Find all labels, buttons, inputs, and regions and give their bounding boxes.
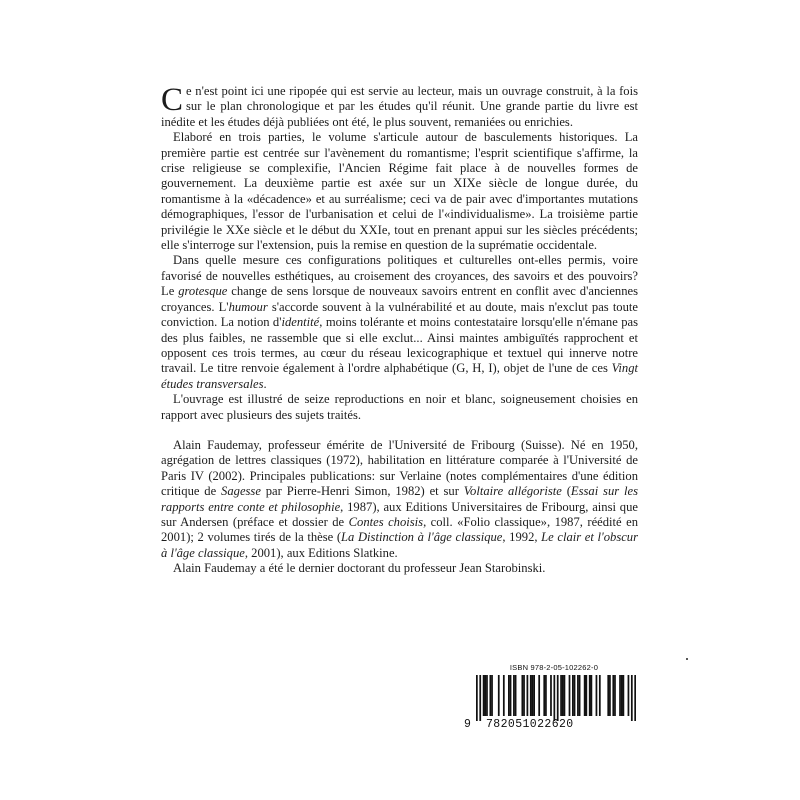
section-gap xyxy=(161,423,638,438)
barcode-bar xyxy=(484,675,486,716)
barcode-bar xyxy=(577,675,579,716)
book-subtitle: Vingt études transversales xyxy=(161,361,638,391)
barcode-bar xyxy=(545,675,547,716)
barcode-bar xyxy=(515,675,517,716)
barcode-bar xyxy=(543,675,545,716)
themes-text-b: change de sens lorsque de nouveaux savoirs entrent en conflit avec d'anciennes croyances. L' xyxy=(161,284,638,314)
barcode-bar xyxy=(623,675,625,716)
barcode-bar xyxy=(503,675,505,716)
work-sagesse: Sagesse xyxy=(221,484,261,499)
barcode-bar xyxy=(479,675,481,721)
print-mark xyxy=(686,658,688,660)
themes-text-c: s'accorde souvent à la vulnérabilité et au doute, mais n'exclut pas toute conviction. La notion d' xyxy=(161,299,638,330)
barcode-bar xyxy=(589,675,591,716)
barcode-bar xyxy=(562,675,564,716)
barcode-bar xyxy=(510,675,512,716)
barcode-bars xyxy=(476,675,636,721)
term-grotesque: grotesque xyxy=(178,284,228,299)
barcode-bar xyxy=(550,675,552,716)
ean-digits: 782051022620 xyxy=(486,718,574,731)
barcode-bar xyxy=(560,675,562,716)
barcode-bar xyxy=(572,675,574,716)
barcode-bar xyxy=(533,675,535,716)
barcode-bar xyxy=(569,675,571,716)
barcode-bar xyxy=(532,675,534,716)
barcode-bar xyxy=(609,675,611,716)
barcode-bar xyxy=(584,675,586,716)
bio-text-e: , coll. «Folio classique», 1987, réédité en 2001); 2 volumes tirés de la thèse ( xyxy=(161,514,638,545)
barcode-bar xyxy=(619,675,621,716)
bio-text-c: ( xyxy=(561,484,571,499)
barcode-bar xyxy=(508,675,510,716)
barcode-bar xyxy=(521,675,523,716)
barcode-bar xyxy=(628,675,630,716)
author-doctorate: Alain Faudemay a été le dernier doctorant du professeur Jean Starobinski. xyxy=(173,561,546,576)
themes-text-a: Dans quelle mesure ces configurations politiques et culturelles ont-elles permis, voire favorisé de nouvelles esthétiques, au croisement des croyances, des savoirs et des pouvoirs? Le xyxy=(161,253,638,299)
bio-text-g: , 2001), aux Editions Slatkine. xyxy=(244,545,398,560)
barcode-bar xyxy=(483,675,485,716)
barcode-bar xyxy=(498,675,500,716)
barcode-bar xyxy=(491,675,493,716)
term-identite: identité xyxy=(281,315,320,330)
themes-text-d: , moins tolérante et moins contestataire lorsqu'elle n'émane pas des plus faibles, ne rassemble que si elle exclut... Ainsi maintes ambiguïtés rapprochent et opposent ces trois termes, au cœur du réseau lexicographique et textuel qui innerve notre travail. Le titre renvoie également à l'ordre alphabétique (G, H, I), objet de l'une de ces xyxy=(161,315,638,376)
barcode-bar xyxy=(599,675,601,716)
paragraph-themes xyxy=(161,253,638,392)
intro-text: e n'est point ici une ripopée qui est servie au lecteur, mais un ouvrage construit, à la fois sur le plan chronologique et par les études qu'il réunit. Une grande partie du livre est inédite et les études déjà publiées ont été, le plus souvent, remaniées ou enrichies. xyxy=(161,84,638,129)
work-contes: Contes choisis xyxy=(348,514,424,529)
drop-cap: C xyxy=(161,82,184,118)
barcode-bar xyxy=(553,675,555,721)
barcode-bar xyxy=(513,675,515,716)
work-essai: Essai sur les rapports entre conte et philosophie xyxy=(161,484,638,514)
back-cover-text xyxy=(161,84,638,577)
barcode-bar xyxy=(486,675,488,716)
barcode-bar xyxy=(538,675,540,716)
paragraph-illustrations: L'ouvrage est illustré de seize reproductions en noir et blanc, soigneusement choisies en rapport avec plusieurs des sujets traités. xyxy=(161,392,638,422)
barcode-bar xyxy=(530,675,532,716)
barcode-bar xyxy=(523,675,525,716)
barcode-bar xyxy=(579,675,581,716)
barcode-bar xyxy=(489,675,491,716)
author-bio xyxy=(161,438,638,561)
work-voltaire: Voltaire allégoriste xyxy=(463,484,562,499)
barcode-bar xyxy=(476,675,478,721)
barcode-bar xyxy=(527,675,529,716)
term-humour: humour xyxy=(228,299,268,314)
bio-text-f: , 1992, xyxy=(502,530,542,545)
barcode-bar xyxy=(557,675,559,721)
barcode-bar xyxy=(596,675,598,716)
ean-lead-digit: 9 xyxy=(464,718,472,731)
barcode-bar xyxy=(607,675,609,716)
isbn-barcode xyxy=(464,662,638,736)
work-clair: Le clair et l'obscur à l'âge classique xyxy=(161,530,639,560)
bio-text-b: par Pierre-Henri Simon, 1982) et sur xyxy=(260,484,464,499)
themes-text-e: . xyxy=(263,376,267,391)
work-distinction: La Distinction à l'âge classique xyxy=(341,530,503,545)
ean-number xyxy=(464,718,638,732)
bio-text-d: , 1987), aux Editions Universitaires de Fribourg, ainsi que sur Andersen (préface et dossier de xyxy=(161,499,638,529)
bio-text-a: Alain Faudemay, professeur émérite de l'Université de Fribourg (Suisse). Né en 1950, agrégation de lettres classiques (1972), habilitation en littérature comparée à l'Université de Paris IV (2002). Principales publications: sur Verlaine (notes complémentaires d'une édition critique de xyxy=(161,437,638,499)
barcode-bar xyxy=(612,675,614,716)
barcode-bar xyxy=(634,675,636,721)
isbn-label: ISBN 978-2-05-102262-0 xyxy=(509,663,599,672)
barcode-bar xyxy=(631,675,633,721)
barcode-bar xyxy=(614,675,616,716)
paragraph-structure: Elaboré en trois parties, le volume s'articule autour de basculements historiques. La première partie est centrée sur l'avènement du romantisme; l'esprit scientifique s'affirme, la crise religieuse se complexifie, l'Ancien Régime fait place à de nouvelles formes de gouvernement. La deuxième partie est axée sur un XIXe siècle de longue durée, du romantisme à la «décadence» et au surréalisme; ceci va de pair avec d'importantes mutations démographiques, l'essor de l'urbanisation et celui de l'«individualisme». La troisième partie privilégie le XXe siècle et le début du XXIe, tout en prenant appui sur les siècles précédents; elle s'interroge sur l'extension, puis la remise en question de la suprématie occidentale. xyxy=(161,130,638,253)
barcode-bar xyxy=(591,675,593,716)
barcode-bar xyxy=(621,675,623,716)
barcode-bar xyxy=(564,675,566,716)
barcode-bar xyxy=(585,675,587,716)
paragraph-intro xyxy=(161,84,638,130)
barcode-bar xyxy=(574,675,576,716)
